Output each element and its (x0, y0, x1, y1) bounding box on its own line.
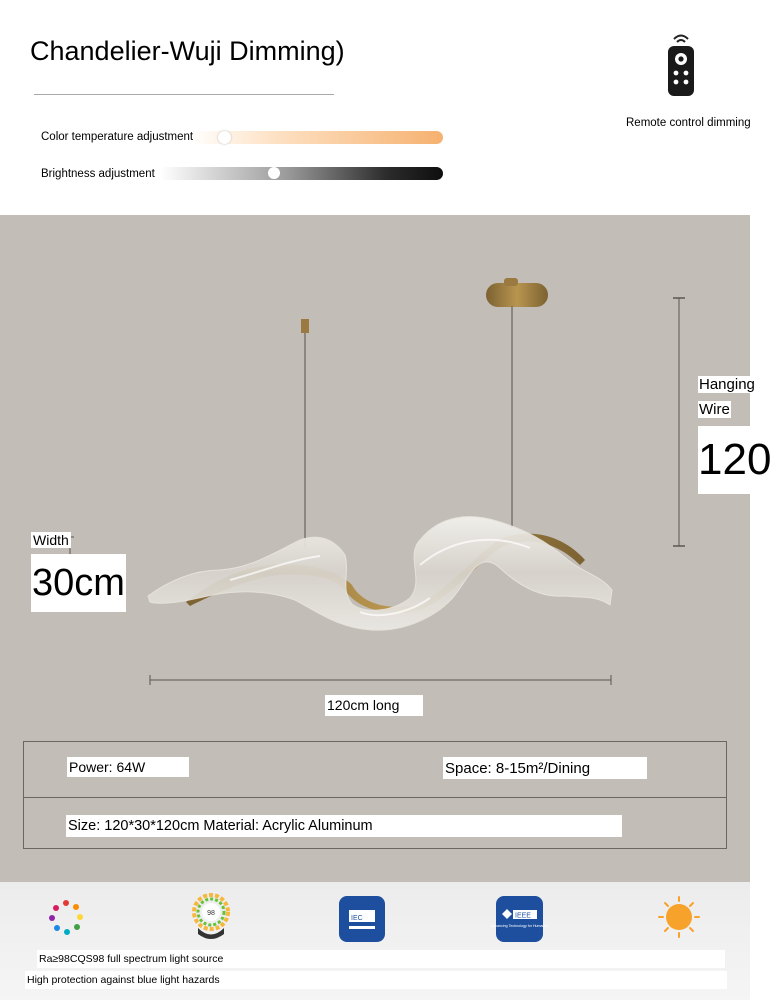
ceiling-canopy (486, 278, 548, 307)
hanging-wire-label-2: Wire (699, 401, 730, 418)
chandelier-illustration (0, 215, 750, 715)
width-value: 30cm (31, 554, 126, 612)
power-spec: Power: 64W (67, 757, 189, 777)
cri-98-badge-icon (192, 894, 230, 942)
blue-light-caption: High protection against blue light hazards (25, 971, 727, 989)
color-temperature-label: Color temperature adjustment (41, 131, 194, 143)
color-temperature-slider-handle[interactable] (218, 131, 231, 144)
color-wheel-icon (46, 898, 86, 938)
length-label: 120cm long (325, 695, 423, 716)
title-underline (34, 94, 334, 95)
hanging-wire-label: Hanging (699, 376, 755, 393)
cri-badge-text: 98 (207, 910, 215, 917)
sun-icon (657, 895, 701, 939)
ieee-tagline: Advancing Technology for Humanity (490, 924, 549, 928)
width-label: Width (33, 532, 69, 548)
full-spectrum-caption: Ra≥98CQS98 full spectrum light source (37, 950, 725, 968)
brightness-slider-handle[interactable] (268, 167, 280, 179)
dimming-header (0, 0, 750, 215)
size-material-spec: Size: 120*30*120cm Material: Acrylic Aluminum (66, 815, 622, 837)
hanging-wire-value: 120 (698, 426, 771, 494)
brightness-slider[interactable] (160, 167, 443, 180)
spec-table-divider (23, 797, 727, 798)
space-spec: Space: 8-15m²/Dining (443, 757, 647, 779)
iec-text: IEC (351, 915, 363, 922)
small-canopy (301, 319, 309, 333)
iec-certification-icon (339, 896, 385, 942)
remote-control-icon (666, 30, 696, 98)
ieee-certification-icon (490, 896, 549, 942)
page-title: Chandelier-Wuji Dimming) (30, 36, 345, 66)
brightness-label: Brightness adjustment (41, 168, 155, 180)
length-dimension-line (150, 675, 611, 685)
height-dimension-line (673, 298, 685, 546)
ieee-text: IEEE (515, 912, 531, 920)
acrylic-wave (148, 517, 612, 631)
remote-control-label: Remote control dimming (626, 117, 751, 129)
